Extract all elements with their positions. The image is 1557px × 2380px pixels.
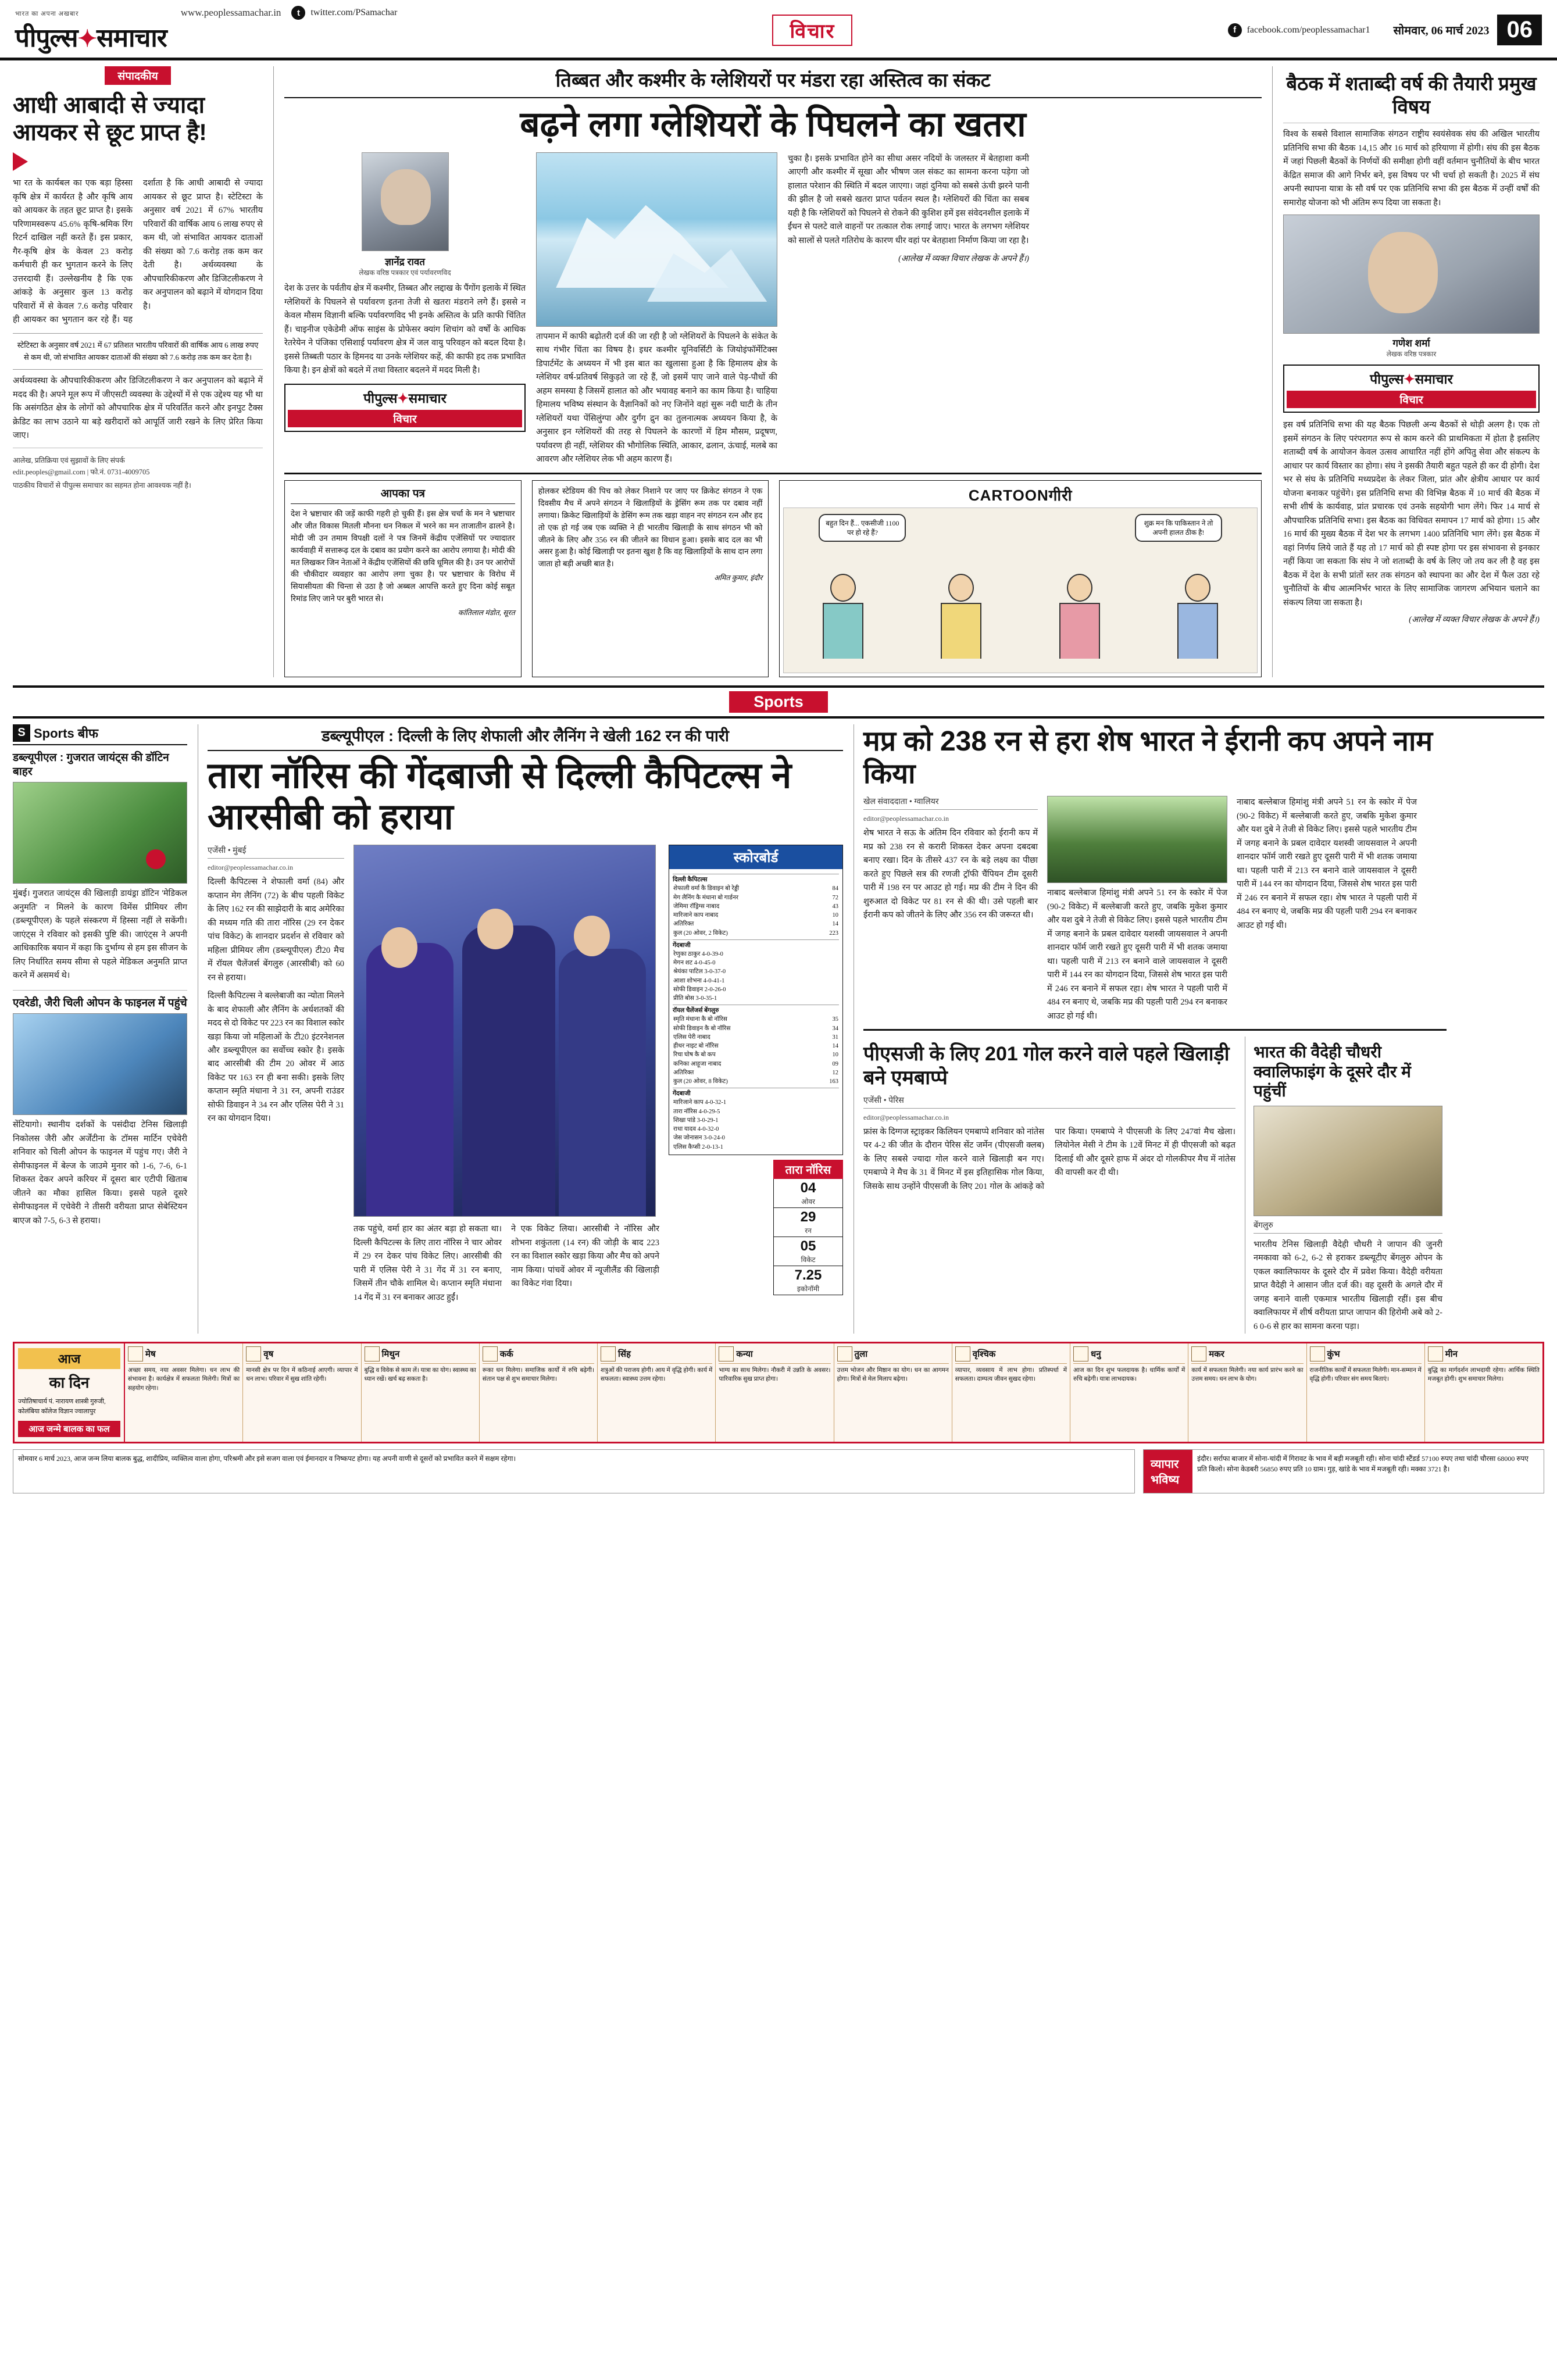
cartoon-head-icon (948, 574, 974, 602)
stat-card-player-name: तारा नॉरिस (773, 1160, 843, 1179)
table-row: तारा नॉरिस 4-0-29-5 (673, 1108, 720, 1115)
sign-text: रूका धन मिलेगा। समाजिक कार्यों में रुचि बढ़ेगी। संतान पक्ष से शुभ समाचार मिलेगा। (482, 1367, 594, 1383)
team-table (673, 1015, 839, 1086)
sign-text: कार्य में सफलता मिलेगी। नया कार्य प्रारंभ करने का उत्तम समय। धन लाभ के योग। (1191, 1367, 1304, 1383)
stat-row (773, 1266, 843, 1295)
zodiac-sagittarius-icon (1073, 1346, 1088, 1361)
cartoon-bubble-1: बहुत दिन हैं... एकसीजी 1100 पर हो रहे हैं? (819, 514, 906, 542)
secondary-opinion-story (1272, 66, 1540, 677)
table-row: मेग लैनिंग कै मंधाना बो गार्डनर 72 (673, 894, 838, 901)
table-row: एलिस कैप्सी 2-0-13-1 (673, 1143, 723, 1150)
sign-header (1310, 1346, 1422, 1364)
sub-story-2-headline: भारत की वैदेही चौधरी क्वालिफाइंग के दूसरे दौर में पहुंचीं (1254, 1043, 1411, 1100)
horoscope-signs (125, 1343, 1542, 1442)
sports-main-text-4: ने एक विकेट लिया। आरसीबी ने नॉरिस और शोभना शकुंतला (14 रन) की जोड़ी के बाद 223 रन का विशाल स्कोर खड़ा किया और मैच को अपने नाम किया। पांचवें ओवर में न्यूजीलैंड की खिलाड़ी का विकेट गंवा दिया। (511, 1224, 659, 1289)
zodiac-capricorn-icon (1191, 1346, 1206, 1361)
imprint-text: सोमवार 6 मार्च 2023, आज जन्म लिया बालक बुद्ध, शादीप्रिय, व्यक्तित्व वाला होगा, परिश्रमी और इसे सजग वाला एवं ईमानदार व निष्कपट होगा। यह अपनी वाणी से दूसरों को प्रभावित करने में सक्षम रहेगा। (13, 1449, 1135, 1493)
letters-box-2 (532, 480, 769, 677)
inline-logo-section: विचार (288, 410, 522, 427)
zodiac-libra-icon (837, 1346, 852, 1361)
sports-right-column (854, 724, 1447, 1334)
table-row: कुल (20 ओवर, 2 विकेट) 223 (673, 930, 838, 937)
sports-band-inner (13, 691, 1544, 713)
team-name: रॉयल चैलेंजर्स बेंगलुरु (673, 1005, 839, 1015)
market-box-text: इंदौर। सर्राफा बाजार में सोना-चांदी में गिरावट के भाव में बड़ी मजबूती रही। सोना चांदी स्टैंडर्ड 57100 रुपए तथा चांदी चौरसा 68000 रुपए प्रति किलो। सोना केडबरी 56850 रुपए प्रति 10 ग्राम। गुड़, खांडे के भाव में मजबूती रही। मक्का 3721 है। (1197, 1455, 1529, 1474)
sports-right-text-2-cont: नाबाद बल्लेबाज हिमांशु मंत्री अपने 51 रन के स्कोर में पेज (90-2 विकेट) में बल्लेबाजी करते हुए, जबकि मुकेश कुमार और यश दुबे ने तेजी से विकेट लिए। इससे पहले भारतीय टीम में जगह बनाने के प्रबल दावेदार यशस्वी जायसवाल ने अपनी शानदार फॉर्म जारी रखते हुए दूसरी पारी में भी शतक जमाया था। पहली पारी में 213 रन बनाने वाले जायसवाल ने दूसरी पारी में 144 रन का योगदान दिया, जिससे शेष भारत इस पारी में 246 रन बनाने में सफल रहा। शेष भारत ने पहली पारी में 484 रन बनाए थे, जबकि मप्र की पहली पारी 294 रन बनाकर आउट हो गई थी। (1237, 798, 1417, 930)
sign-name: मिथुन (381, 1349, 400, 1360)
sign-name: कन्या (736, 1349, 753, 1360)
sports-main-lower-cols (353, 1223, 659, 1305)
horoscope-astrologer: ज्योतिषाचार्य पं. नारायण शास्त्री गुरुजी, कोलंबिया कॉलेज विज्ञान ज्वालापुर (18, 1398, 106, 1415)
cartoon-figure-1 (811, 574, 875, 673)
zodiac-aquarius-icon (1310, 1346, 1325, 1361)
bowling-table (673, 1098, 839, 1151)
sports-main-story (198, 724, 843, 1334)
horoscope-sign (125, 1343, 243, 1442)
horoscope-sign (362, 1343, 480, 1442)
market-box-label: व्यापार भविष्य (1144, 1450, 1192, 1493)
sign-text: मानसी क्षेत्र पर दिन में कठिनाई आएगी। व्यापार में धन लाभ। परिवार में सुख शांति रहेगी। (246, 1367, 358, 1383)
editorial-headline: आधी आबादी से ज्यादा आयकर से छूट प्राप्त है! (13, 92, 207, 146)
stat-row (773, 1237, 843, 1266)
inline-logo-word-1: पीपुल्स (1370, 371, 1404, 387)
sub-story-2 (1245, 1037, 1442, 1334)
editorial-column (13, 66, 263, 677)
sports-main-headline: तारा नॉरिस की गेंदबाजी से दिल्ली कैपिटल्स ने आरसीबी को हराया (208, 755, 792, 837)
inline-logo-word-1: पीपुल्स (363, 390, 398, 406)
player-silhouette-3 (559, 949, 646, 1216)
right-story-text-2: इस वर्ष प्रतिनिधि सभा की यह बैठक पिछली अन्य बैठकों से थोड़ी अलग है। एक तो इसमें संगठन के लिए परंपरागत रूप से काम करने की प्राथमिकता में होता है इसलिए शताब्दी वर्ष के आयोजन केवल उत्सव आधारित नहीं होंगे अपितु सेवा और संकल्प के आधार पर कार्य विस्तार का होगा। संघ ने इसकी तैयारी बहुत पहले ही कर दी होगी। देश भर से संघ के प्रतिनिधि मध्यप्रदेश के लेकर जिला, प्रांत और क्षेत्रीय आधार पर कार्य योजना बनाकर पहुंचेंगे। इस प्रतिनिधि सभा की विभिन्न बैठक में 10 मार्च की बैठक में सभी शीर्ष के कार्यवाह, प्रांत प्रचारक एवं उनके सहयोगी भाग लेंगे। फिर 14 मार्च से औपचारिक प्रतिनिधि सभा। इस बैठक का विधिवत समापन 17 मार्च को होगा। 15 और 16 मार्च की मुख्य बैठक में देश भर के लगभग 1400 प्रतिनिधि भाग लेंगे। इस बैठक में वहां निर्णय लिये जाते हैं यह तो 17 मार्च को ही स्पष्ट होगा पर इस संभावना से इनकार नहीं किया जा सकता कि संघ ने जो शताब्दी के वर्ष के लिए जो तय कर ली है वह इस बैठक में देश के सभी प्रांतों स्तर तक संगठन को स्थापना का और देश में फैल उठा रहे चुनौतियों के बीच आत्मनिर्भर भारत के लिए सामाजिक जागरण अभियान चलाने का संकल्प लिया जा सकता है। (1283, 420, 1540, 607)
table-row: मारिजाने काप नाबाद 10 (673, 912, 838, 919)
zodiac-aries-icon (128, 1346, 143, 1361)
main-opinion-story (273, 66, 1262, 677)
player-silhouette-1 (366, 943, 453, 1216)
table-row: जेस जोनासन 3-0-24-0 (673, 1135, 725, 1142)
site-url[interactable]: www.peoplessamachar.in (180, 6, 281, 18)
horoscope-strip (13, 1342, 1544, 1443)
table-row: शिखा पांडे 3-0-29-1 (673, 1117, 719, 1124)
right-author-name: गणेश शर्मा (1392, 338, 1430, 349)
zodiac-gemini-icon (365, 1346, 380, 1361)
sub-story-2-text: भारतीय टेनिस खिलाड़ी वैदेही चौधरी ने जापान की जुनरी नमकावा को 6-2, 6-2 से हराकर डब्ल्यूटीए बेंगलुरु ओपन के एकल क्वालिफायर के दूसरे दौर में प्रवेश किया। वैदेही वरीयता प्राप्त वैदेही ने आसान जीत दर्ज की। वह दूसरी के अगले दौर में जगह बनाने वाली एकमात्र भारतीय खिलाड़ी रहीं। इस बीच क्वालिफायर में शीर्ष वरीयता प्राप्त जापान की हिरोमी अबे को 2-6 0-6 से हार का सामना करना पड़ा। (1254, 1239, 1442, 1331)
main-story-grid (284, 152, 1262, 467)
cartoon-head-icon (1067, 574, 1092, 602)
table-row: मेगन शट 4-0-45-0 (673, 960, 716, 967)
sign-text: उत्तम भोजन और मिष्ठान का योग। धन का आगमन होगा। मित्रों से मेल मिलाप बढ़ेगा। (837, 1367, 949, 1383)
sports-right-text-2: नाबाद बल्लेबाज हिमांशु मंत्री अपने 51 रन के स्कोर में पेज (90-2 विकेट) में बल्लेबाजी करते हुए, जबकि मुकेश कुमार और यश दुबे ने तेजी से विकेट लिए। इससे पहले भारतीय टीम में जगह बनाने के प्रबल दावेदार यशस्वी जायसवाल ने अपनी शानदार फॉर्म जारी रखते हुए दूसरी पारी में भी शतक जमाया था। पहली पारी में 213 रन बनाने वाले जायसवाल ने दूसरी पारी में 144 रन का योगदान दिया, जिससे शेष भारत इस पारी में 246 रन बनाने में सफल रहा। शेष भारत ने पहली पारी में 484 रन बनाए थे, जबकि मप्र की पहली पारी 294 रन बनाकर आउट हो गई थी। (1047, 888, 1227, 1021)
sports-right-email[interactable]: editor@peoplessamachar.co.in (863, 814, 949, 823)
glacier-photo (536, 152, 777, 327)
cartoon-artwork (783, 508, 1258, 673)
horoscope-sign (1425, 1343, 1542, 1442)
red-arrow-icon (13, 152, 28, 171)
sports-main-col-3 (353, 1223, 502, 1305)
sign-header (1428, 1346, 1540, 1364)
letter-2-text: होलकर स्टेडियम की पिच को लेकर निशाने पर जाए पर क्रिकेट संगठन ने एक दिवसीय मैच में अपने संगठन ने खिलाड़ियों के ड्रेसिंग रूम तक पर दबाव नहीं लगाया। क्रिकेट खिलाड़ियों के डेसिंग रूम तक खड़ा वाहन नए संगठन रत्न और हद तो एक हो गई जब एक व्यक्ति ने ही भारतीय खिलाड़ी के साथ संगठन भी को जीतने के लिए और 356 रन की जीतने का विधान हुआ। इसके बाद दल का भी असर हुआ है। कोई खिलाड़ी पर इतना खुश है कि वह खिलाड़ियों के साथ दान लगा जाता हो बड़ी अच्छी बात है। (538, 486, 763, 569)
sign-name: मेष (145, 1349, 156, 1360)
stat-value: 7.25 (794, 1267, 822, 1283)
author-designation: लेखक वरिष्ठ पत्रकार एवं पर्यावरणविद (359, 269, 451, 277)
editorial-disclaimer: पाठकीय विचारों से पीपुल्स समाचार का सहमत होना आवश्यक नहीं है। (13, 481, 191, 490)
sign-header (483, 1346, 594, 1364)
horoscope-label-1: आज (18, 1348, 120, 1369)
horoscope-sign (598, 1343, 716, 1442)
sign-name: मकर (1209, 1349, 1224, 1360)
scoreboard-team-block-2 (673, 1005, 839, 1086)
main-story-col-1 (284, 152, 526, 467)
cartoon-head-icon (830, 574, 856, 602)
horoscope-sign (716, 1343, 834, 1442)
right-author-block (1283, 336, 1540, 359)
editorial-label: संपादकीय (105, 66, 170, 85)
right-story-text-1: विश्व के सबसे विशाल सामाजिक संगठन राष्ट्रीय स्वयंसेवक संघ की अखिल भारतीय प्रतिनिधि सभा की बैठक 14,15 और 16 मार्च को हरियाणा में होगी। संघ की इस बैठक में जहां पिछली बैठकों के निर्णयों की समीक्षा होगी वहीं वर्तमान चुनौतियों के बीच भारत केंद्रित समाज की आगे निर्भर बने, इस विषय पर भी चर्चा हो सकती है। 2025 में संघ अपनी स्थापना यात्रा के सौ वर्ष पर एक प्रतिनिधि सभा की इस बैठक में उन्हीं वर्षों की समारोह योजना को भी अंतिम रूप दिया जा सकता है। (1283, 130, 1540, 208)
main-story-sign: (आलेख में व्यक्त विचार लेखक के अपने हैं।) (898, 254, 1029, 264)
logo-diamond-icon: ✦ (77, 26, 97, 52)
stat-row (773, 1179, 843, 1208)
sports-right-col-3 (1237, 796, 1417, 1023)
main-story-col-2 (536, 152, 777, 467)
sports-brief-item (13, 996, 187, 1228)
table-row: शेफाली वर्मा कै डिवाइन बो रेड्डी 84 (673, 885, 838, 892)
sports-main-text-3: तक पहुंचे, वर्मा हार का अंतर बड़ा हो सकता था। दिल्ली कैपिटल्स के लिए तारा नॉरिस ने चार ओवर में 29 रन देकर पांच विकेट लिए। आरसीबी की पारी में एलिस पेरी ने 31 गेंद में 31 रन बनाए, जिसमें तीन चौके शामिल थे। कप्तान स्मृति मंधाना 14 गेंद में 31 रन बनाकर आउट हुईं। (353, 1224, 502, 1302)
sign-header (719, 1346, 830, 1364)
right-story-headline: बैठक में शताब्दी वर्ष की तैयारी प्रमुख विषय (1286, 73, 1537, 117)
masthead-left (15, 6, 397, 54)
sub-story-1-text: फ्रांस के दिग्गज स्ट्राइकर किलियन एमबाप्पे शनिवार को नांतेस पर 4-2 की जीत के दौरान पेरिस सेंट जर्मेन (पीएसजी क्लब) के लिए सबसे ज्यादा गोल करने वाले खिलाड़ी बन गए। एमबाप्पे ने मैच के 31 वें मिनट में इस इतिहासिक गोल किया, जिसके साथ उन्होंने पीएसजी के लिए 201 गोल के आंकड़े को पार किया। एमबाप्पे ने पीएसजी के लिए 247वां मैच खेला। लियोनेल मेसी ने टीम के 12वें मिनट में ही पीएसजी को बढ़त दिलाई थी और दूसरे हाफ में अंदर दो गोलकीपर मैच में नांतेस की वापसी कर दी थी। (863, 1127, 1235, 1191)
sign-text: अच्छा समय, नया अवसर मिलेगा। धन लाभ की संभावना है। कार्यक्षेत्र में सफलता मिलेगी। मित्रों का सहयोग रहेगा। (128, 1367, 240, 1392)
sign-text: व्यापार, व्यवसाय में लाभ होगा। प्रतिस्पर्धा में सफलता। दाम्पत्य जीवन सुखद रहेगा। (955, 1367, 1067, 1383)
table-row: अतिरिक्त 14 (673, 921, 838, 928)
cartoon-body (1177, 603, 1218, 659)
brief-1-photo (13, 782, 187, 884)
cricket-ball-icon (146, 849, 166, 869)
editorial-stat-box: स्टेटिस्टा के अनुसार वर्ष 2021 में 67 प्रतिशत भारतीय परिवारों की वार्षिक आय 6 लाख रुपए से कम थी, जो संभावित आयकर दाताओं की संख्या को 7.6 करोड़ तक कम कर देता है। (13, 333, 263, 370)
letter-1-signature: कांतिलाल मंडोत, सूरत (458, 609, 515, 617)
stat-key: रन (805, 1226, 812, 1235)
logo-word-2: समाचार (97, 23, 167, 52)
editorial-contact-line: आलेख, प्रतिक्रिया एवं सुझावों के लिए संपर्क (13, 456, 125, 464)
section-label: गेंदबाजी (673, 939, 839, 950)
sports-section-band (13, 685, 1544, 719)
divider (863, 1029, 1447, 1031)
letters-title: आपका पत्र (291, 485, 515, 504)
cartoon-box (779, 480, 1262, 677)
sign-text: भाग्य का साथ मिलेगा। नौकरी में उन्नति के अवसर। पारिवारिक सुख प्राप्त होगा। (719, 1367, 831, 1383)
sign-header (246, 1346, 358, 1364)
masthead-right (1228, 15, 1542, 45)
sign-text: आज का दिन शुभ फलदायक है। धार्मिक कार्यों में रुचि बढ़ेगी। यात्रा लाभदायक। (1073, 1367, 1185, 1383)
brief-2-headline: एवरेडी, जैरी चिली ओपन के फाइनल में पहुंचे (13, 996, 187, 1009)
scoreboard-bowling-block-2 (673, 1088, 839, 1152)
divider (13, 990, 187, 991)
sign-name: सिंह (618, 1349, 631, 1360)
cartoon-bubble-2: शुक्र मन कि पाकिस्तान ने तो अपनी हालत ठीक है! (1135, 514, 1222, 542)
player-silhouette-2 (462, 925, 555, 1216)
sub-story-1-email[interactable]: editor@peoplessamachar.co.in (863, 1113, 949, 1121)
scoreboard-bowling-block (673, 939, 839, 1003)
table-row: प्रीति बोस 3-0-35-1 (673, 995, 717, 1002)
cartoon-figure-3 (1048, 574, 1112, 673)
cartoon-figure-2 (929, 574, 993, 673)
newspaper-logo (15, 19, 167, 54)
table-row: कुल (20 ओवर, 8 विकेट) 163 (673, 1078, 838, 1085)
sub-story-1-headline: पीएसजी के लिए 201 गोल करने वाले पहले खिलाड़ी बने एमबाप्पे (863, 1043, 1230, 1089)
brief-1-headline: डब्ल्यूपीएल : गुजरात जायंट्स की डॉटिन बाहर (13, 751, 169, 778)
section-label: गेंदबाजी (673, 1088, 839, 1098)
stat-row (773, 1208, 843, 1237)
section-title: विचार (772, 15, 852, 46)
zodiac-taurus-icon (246, 1346, 261, 1361)
facebook-f-icon: f (1228, 23, 1242, 37)
page-footer (13, 1449, 1544, 1493)
trophy-photo (1254, 1106, 1442, 1216)
sign-name: तुला (854, 1349, 868, 1360)
right-story-sign: (आलेख में व्यक्त विचार लेखक के अपने हैं।) (1409, 615, 1540, 625)
team-table (673, 884, 839, 937)
cartoon-body (1059, 603, 1100, 659)
logo-word-1: पीपुल्स (15, 23, 78, 52)
brief-2-text: सेंटियागो। स्थानीय दर्शकों के पसंदीदा टेनिस खिलाड़ी निकोलस जैरी और अर्जेंटीना के टॉमस मार्टिन एचेवेरी शनिवार को चिली ओपन के फाइनल में पहुंच गए। जैरी ने सेमीफाइनल में बेल्ज के जाउमे मुनार को 1-6, 7-6, 6-1 शिकस्त देकर अपने करियर में दूसरा बार एटीपी खिताब जीतने का मौका हासिल किया। इससे पहले दूसरे सेमीफाइनल में एचेवेरी ने तीसरी वरीयता प्राप्त सेबेस्टियन बाएज को 7-5, 6-3 से हराया। (13, 1120, 187, 1225)
sports-brief-header (13, 724, 187, 745)
sports-main-text-2: दिल्ली कैपिटल्स ने बल्लेबाजी का न्योता मिलने के बाद शेफाली और लैनिंग के अर्धशतकों की मदद से दो विकेट पर 223 रन का विशाल स्कोर खड़ा किया जो महिलाओं के टी20 इंटरनेशनल और डब्ल्यूपीएल का सर्वोच्च स्कोर है। इसके बाद आरसीबी की टीम 20 ओवर में आठ विकेट पर 163 रन ही बना सकी। इसके लिए कप्तान स्मृति मंधाना ने 31 रन, अपनी राउंडर सोफी डिवाइन ने 34 रन और एलिस पेरी ने 31 रन का योगदान दिया। (208, 991, 344, 1124)
inline-logo-word-2: समाचार (408, 390, 447, 406)
table-row: सोफी डिवाइन कै बो नॉरिस 34 (673, 1025, 838, 1032)
table-row: मारिजाने काप 4-0-32-1 (673, 1099, 727, 1106)
sign-header (365, 1346, 476, 1364)
team-name: दिल्ली कैपिटल्स (673, 874, 839, 884)
sports-right-col-1 (863, 796, 1038, 1023)
scoreboard-title: स्कोरबोर्ड (669, 845, 842, 869)
table-row: रेणुका ठाकुर 4-0-39-0 (673, 950, 723, 957)
table-row: हीथर नाइट बो नॉरिस 14 (673, 1043, 838, 1050)
letter-2-signature: अमित कुमार, इंदौर (714, 574, 763, 583)
cartoon-body (823, 603, 863, 659)
sports-main-photo (353, 845, 656, 1217)
inline-logo-diamond-icon: ✦ (1404, 371, 1415, 387)
main-story-kicker: तिब्बत और कश्मीर के ग्लेशियरों पर मंडरा रहा अस्तित्व का संकट (284, 66, 1262, 98)
sports-brief-logo-icon: S (13, 724, 30, 742)
sports-brief-column (13, 724, 187, 1334)
main-story-headline: बढ़ने लगा ग्लेशियरों के पिघलने का खतरा (520, 105, 1026, 144)
inline-logo-section: विचार (1287, 391, 1536, 408)
inline-logo-text (1287, 369, 1536, 388)
table-row: कनिका आहूजा नाबाद 09 (673, 1060, 838, 1067)
sign-header (955, 1346, 1067, 1364)
sign-name: कुंभ (1327, 1349, 1340, 1360)
zodiac-virgo-icon (719, 1346, 734, 1361)
stat-value: 04 (800, 1180, 816, 1196)
letter-1-text: देश ने भ्रष्टाचार की जड़ें काफी गहरी हो चुकी हैं। इस क्षेत्र चर्चा के मन ने भ्रष्टाचार और जीत विकास मितली मौनना धन निकल में भरने का मन ताजातीन ढालने है। मोदी जी उन तमाम विपक्षी दलों ने पत्र जिनमें केंद्रीय एजेंसियों पर ज्यादातर कार्यवाही में सत्तारूढ़ दल के दबाव का प्रयोग करने का आरोप लगाया है। मोदी की मत लिखकर जिन नेताओं ने केंद्रीय एजेंसियों की छवि धूमिल की है। उन पर आरोपों की चौकीदार व्यवहार का आरोप लगा चुका है। पर भ्रष्टाचार के विरोध में सियासीयता की चिन्ता से उठा है जो अब्बल आपत्ति करते हुए दिना कोई सबूत रिमांड लिए जाने पर बुरी भारत से। (291, 509, 515, 603)
main-story-text-3: चुका है। इसके प्रभावित होने का सीधा असर नदियों के जलस्तर में बेतहाशा कमी आएगी और कश्मीर में सूखा और भीषण जल संकट का सामना करना पड़ेगा जो हालात परेशान की स्थिति में बदल जाएगा। जहां दुनिया को सबसे ऊंची झरने पानी की झील है जो सबसे खतरा प्राप्त पर्वतन स्थल है। ग्लेशियरों की चिंता का सबब यही है कि ग्लेशियरों को पिघलने से रोकने की कुशिश हमें इस संवेदनशील इलाके में ईंधन से पलटे वाले वाहनों पर तत्काल रोक लगाई जाए। भारत के लगभग ग्लेशियर को सालों से पलते गतिरोध के कारण धीर वहां पर बेतहाशा निर्माण किया जा रहा है। (788, 154, 1029, 245)
sports-main-text-1: दिल्ली कैपिटल्स ने शेफाली वर्मा (84) और कप्तान मेग लैनिंग (72) के बीच पहली विकेट के लिए 162 रन की साझेदारी के बाद अमेरिका की मध्यम गति की तारा नॉरिस (29 रन देकर पांच विकेट) के शानदार प्रदर्शन से रविवार को महिला प्रीमियर लीग (डब्ल्यूपीएल) टी20 मैच में रॉयल चैलेंजर्स बेंगलुरु (आरसीबी) को 60 रन से हराया। (208, 877, 344, 982)
inline-logo-diamond-icon: ✦ (397, 390, 409, 406)
author-block (284, 152, 526, 277)
sports-brief-item (13, 751, 187, 983)
horoscope-sign (834, 1343, 952, 1442)
table-row: स्मृति मंधाना कै बो नॉरिस 35 (673, 1016, 838, 1023)
sports-content (0, 719, 1557, 1334)
sub-story-1-byline: एजेंसी • पेरिस (863, 1095, 1235, 1109)
editorial-email[interactable]: edit.peoples@gmail.com | फो.नं. 0731-4009705 (13, 468, 150, 477)
stat-key: विकेट (801, 1255, 816, 1264)
sign-text: राजनीतिक कार्यों में सफलता मिलेगी। मान-सम्मान में वृद्धि होगी। परिवार संग समय बिताएं। (1309, 1367, 1422, 1383)
facebook-handle: facebook.com/peoplessamachar1 (1247, 24, 1370, 35)
twitter-handle: twitter.com/PSamachar (310, 8, 398, 18)
horoscope-sign (480, 1343, 598, 1442)
sports-right-col-2 (1047, 796, 1227, 1023)
champions-team-photo (1047, 796, 1227, 883)
sub-story-2-byline: बेंगलुरु (1254, 1220, 1442, 1234)
cartoon-body (941, 603, 981, 659)
player-stat-card (773, 1160, 843, 1295)
sports-right-headline: मप्र को 238 रन से हरा शेष भारत ने ईरानी कप अपने नाम किया (863, 726, 1433, 789)
scoreboard-team-block (673, 874, 839, 938)
sports-brief-title: Sports बीफ (34, 726, 99, 741)
stat-key: इकोनॉमी (797, 1284, 820, 1293)
sports-right-grid (863, 796, 1447, 1023)
twitter-link[interactable] (291, 6, 397, 20)
letters-box (284, 480, 522, 677)
horoscope-bottom-label: आज जन्मे बालक का फल (18, 1421, 120, 1437)
cartoon-figure-4 (1166, 574, 1230, 673)
opinion-section (0, 60, 1557, 677)
sign-header (128, 1346, 240, 1364)
main-story-col-3 (788, 152, 1029, 467)
zodiac-cancer-icon (483, 1346, 498, 1361)
sign-text: बुद्धि का मार्गदर्शन लाभदायी रहेगा। आर्थिक स्थिति मजबूत होगी। शुभ समाचार मिलेगा। (1427, 1367, 1540, 1383)
scoreboard-wrap (669, 845, 843, 1305)
horoscope-label-2: का दिन (49, 1374, 90, 1392)
sports-right-byline: खेल संवाददाता • ग्वालियर (863, 796, 1038, 810)
table-row: सोफी डिवाइन 2-0-26-0 (673, 986, 726, 993)
main-story-text-1: देश के उत्तर के पर्वतीय क्षेत्र में कश्मीर, तिब्बत और लद्दाख के पैंगोंग इलाके में स्थित ग्लेशियरों के पिघलने से पर्यावरण इतना तेजी से खतरा मंडराने लगे हैं। इससे न केवल मौसम विज्ञानी बल्कि पर्यावरणविद भी इनके अस्तित्व के प्रति काफी चिंतित हैं। चाइनीज एकेडेमी ऑफ साइंस के प्रोफेसर क्यांग शिचांग को वर्षों के आधिक रेतरेयेन ने पंजिका एसिशाई पर्यावरण क्षेत्र में जल वायु परिवहन को बदल दिया है। इससे तिब्बती पठार के हिमनद या उनके ग्लेशियर कहें, की काफी हद तक प्रभावित किया है। इन क्षेत्रों को बदले में तथा विस्तार बदलने में मदद मिली है। (284, 284, 526, 376)
horoscope-sign (952, 1343, 1070, 1442)
table-row: आशा शोभना 4-0-41-1 (673, 977, 725, 984)
cartoon-head-icon (1185, 574, 1210, 602)
brief-2-photo (13, 1013, 187, 1115)
sports-band-label: Sports (729, 691, 828, 713)
table-row: एलिस पेरी नाबाद 31 (673, 1034, 838, 1041)
sign-header (837, 1346, 949, 1364)
inline-logo-text (288, 388, 522, 407)
horoscope-sign (1070, 1343, 1188, 1442)
sign-name: वृष (263, 1349, 274, 1360)
inline-logo-badge (284, 384, 526, 432)
sign-name: वृश्चिक (972, 1349, 996, 1360)
stat-value: 05 (800, 1238, 816, 1254)
scoreboard-body (669, 869, 842, 1155)
sub-story-1 (863, 1037, 1235, 1334)
right-story-author-photo (1283, 215, 1540, 334)
sign-name: कर्क (499, 1349, 513, 1360)
table-row: जेमिमा रॉड्रिग्स नाबाद 43 (673, 903, 838, 910)
sports-main-email[interactable]: editor@peoplessamachar.co.in (208, 863, 293, 872)
divider (284, 473, 1262, 474)
zodiac-scorpio-icon (955, 1346, 970, 1361)
zodiac-pisces-icon (1428, 1346, 1443, 1361)
table-row: अतिरिक्त 12 (673, 1069, 838, 1076)
letters-cartoon-row (284, 480, 1262, 677)
stat-key: ओवर (801, 1197, 815, 1206)
editorial-label-wrap (13, 66, 263, 85)
sign-name: मीन (1445, 1349, 1458, 1360)
sports-main-byline: एजेंसी • मुंबई (208, 845, 344, 859)
right-author-designation: लेखक वरिष्ठ पत्रकार (1386, 350, 1437, 359)
horoscope-label-block (15, 1343, 125, 1442)
scoreboard (669, 845, 843, 1155)
sign-header (1073, 1346, 1185, 1364)
sign-name: धनु (1091, 1349, 1101, 1360)
sports-right-lower-grid (863, 1037, 1447, 1334)
main-story-text-2: तापमान में काफी बढ़ोतरी दर्ज की जा रही है जो ग्लेशियरों के पिघलने के संकेत के साथ गंभीर चिंता का विषय है। इधर कश्मीर यूनिवर्सिटी के जियोइंफॉर्मेटिक्स डिपार्टमेंट के अध्ययन में भी इस बात का खुलासा हुआ है कि हिमालय क्षेत्र के ग्लेशियर वर्ष-प्रतिवर्ष सिकुड़ते जा रहे हैं, जो इसमें पाए जाने वाले पेड़-पौधों की अहम समस्या है जिसमें हालात को और भयावह बनाने का काम किया है। चाहिया हिमालय भविष्य संस्थान के वैज्ञानिकों को नए जिनोंने वहां सुरू नदी घाटी के तीन ग्लेशियरों यथा पेंसिलुंग्पा और दुर्गंग द्रुन का तुलनात्मक अध्ययन किया है, के अनुसार इन ग्लेशियरों की तरह से पिघलने के कारणों में हिम मौसम, प्रदूषण, पर्यावरण ही नहीं, ग्लेशियर की भौगोलिक स्थिति, आकार, ढलान, ऊंचाई, मलबे का आवरण और ग्लेशियर लेक भी अहम कारण हैं। (536, 332, 777, 464)
sports-main-col-4 (511, 1223, 659, 1305)
player-face-2 (477, 909, 513, 949)
masthead (0, 0, 1557, 60)
sign-header (601, 1346, 712, 1364)
player-face-1 (381, 927, 417, 968)
table-row: श्रेयंका पाटिल 3-0-37-0 (673, 969, 726, 975)
sign-header (1191, 1346, 1303, 1364)
publication-date: सोमवार, 06 मार्च 2023 (1393, 24, 1490, 37)
editorial-body: भा रत के कार्यबल का एक बड़ा हिस्सा कृषि क्षेत्र में कार्यरत है और कृषि आय को आयकर के तहत छूट प्राप्त है। इसके परिणामस्वरूप 45.6% कृषि-श्रमिक रिंग रिटर्न दाखिल नहीं करते हैं। इस प्रकार, गैर-कृषि क्षेत्र के केवल 23 करोड़ कर्मचारी ही कर भुगतान करने के लिए उत्तरदायी हैं। उल्लेखनीय है कि एक आंकड़े के अनुसार कुल 13 करोड़ परिवारों में से केवल 7.6 करोड़ परिवार ही आयकर का भुगतान कर रहे हैं। यह दर्शाता है कि आधी आबादी से ज्यादा आयकर से छूट प्राप्त है। स्टेटिस्टा के अनुसार वर्ष 2021 में 67% भारतीय परिवारों की वार्षिक आय 6 लाख रुपए से कम थी, जो संभावित आयकर दाताओं की संख्या को 7.6 करोड़ तक कम कर देती है। अर्थव्यवस्था के औपचारिकीकरण और डिजिटलीकरण ने कर अनुपालन को बढ़ाने में योगदान दिया है। (13, 178, 263, 325)
editorial-body-2: अर्थव्यवस्था के औपचारिकीकरण और डिजिटलीकरण ने कर अनुपालन को बढ़ाने में मदद की है। अपने मूल रूप में जीएसटी व्यवस्था के उद्देश्यों में से एक उद्देश्य यह भी था कि असंगठित क्षेत्र के लोगों को औपचारिक क्षेत्र में परिवर्तित करने और इनपुट टैक्स क्रेडिट का लाभ उठाने या बड़े खरीदारों को आपूर्ति जारी रखने के लिए प्रेरित किया जाए। (13, 376, 263, 441)
twitter-bird-icon: t (291, 6, 305, 20)
bowling-table (673, 950, 839, 1003)
inline-logo-badge-right (1283, 364, 1540, 413)
sports-main-grid (208, 845, 843, 1305)
sports-main-photo-wrap (353, 845, 659, 1305)
sports-right-text-1: शेष भारत ने सऊ के अंतिम दिन रविवार को ईरानी कप में मप्र को 238 रन से करारी शिकस्त देकर अपना दबदबा बनाए रखा। दिन के तीसरे 437 रन के बड़े लक्ष्य का पीछा करते हुए पिछले सत्र की रणजी ट्रॉफी चैंपियन टीम दूसरी पारी में 198 रन पर आउट हो गई। मप्र की टीम ने दिन की शुरुआत दो विकेट पर 81 रन से की थी। उसे पहली बार ईरानी कप को जीतने के लिए और 356 रन की जरूरत थी। (863, 828, 1038, 920)
author-name: ज्ञानेंद्र रावत (385, 256, 425, 267)
horoscope-sign (1307, 1343, 1425, 1442)
market-box (1143, 1449, 1544, 1493)
facebook-link[interactable] (1228, 23, 1370, 37)
brief-1-text: मुंबई। गुजरात जायंट्स की खिलाड़ी डायंड्रा डॉटिन 'मेडिकल अनुमति' न मिलने के कारण विमेंस प्रीमियर लीग (डब्ल्यूपीएल) के पहले संस्करण में हिस्सा नहीं ले सकेंगी। जाएंट्स ने रविवार को इसकी पुष्टि की। जाएंट्स ने अपनी आधिकारिक बयान में कहा कि दुर्भाग्य से हम इस सीजन के लिए निर्धारित समय सीमा से पहले मेडिकल अनुमति प्राप्त करने में असमर्थ थे। (13, 889, 187, 981)
zodiac-leo-icon (601, 1346, 616, 1361)
stat-value: 29 (800, 1209, 816, 1225)
author-photo (362, 152, 449, 251)
sign-text: शत्रुओं की पराजय होगी। आय में वृद्धि होगी। कार्य में सफलता। स्वास्थ्य उत्तम रहेगा। (601, 1367, 713, 1383)
sign-text: बुद्धि व विवेक से काम लें। यात्रा का योग। स्वास्थ्य का ध्यान रखें। खर्च बढ़ सकता है। (364, 1367, 476, 1383)
table-row: रिचा घोष कै बो कप 10 (673, 1052, 838, 1059)
horoscope-sign (243, 1343, 361, 1442)
table-row: राधा यादव 4-0-32-0 (673, 1126, 719, 1133)
page-number: 06 (1497, 15, 1542, 45)
logo-tagline: भारत का अपना अखबार (15, 10, 79, 17)
sports-main-col-1 (208, 845, 344, 1305)
sports-main-kicker: डब्ल्यूपीएल : दिल्ली के लिए शेफाली और लैनिंग ने खेली 162 रन की पारी (208, 724, 843, 751)
horoscope-sign (1188, 1343, 1306, 1442)
inline-logo-word-2: समाचार (1415, 371, 1453, 387)
cartoon-title: CARTOONगीरी (968, 486, 1073, 504)
